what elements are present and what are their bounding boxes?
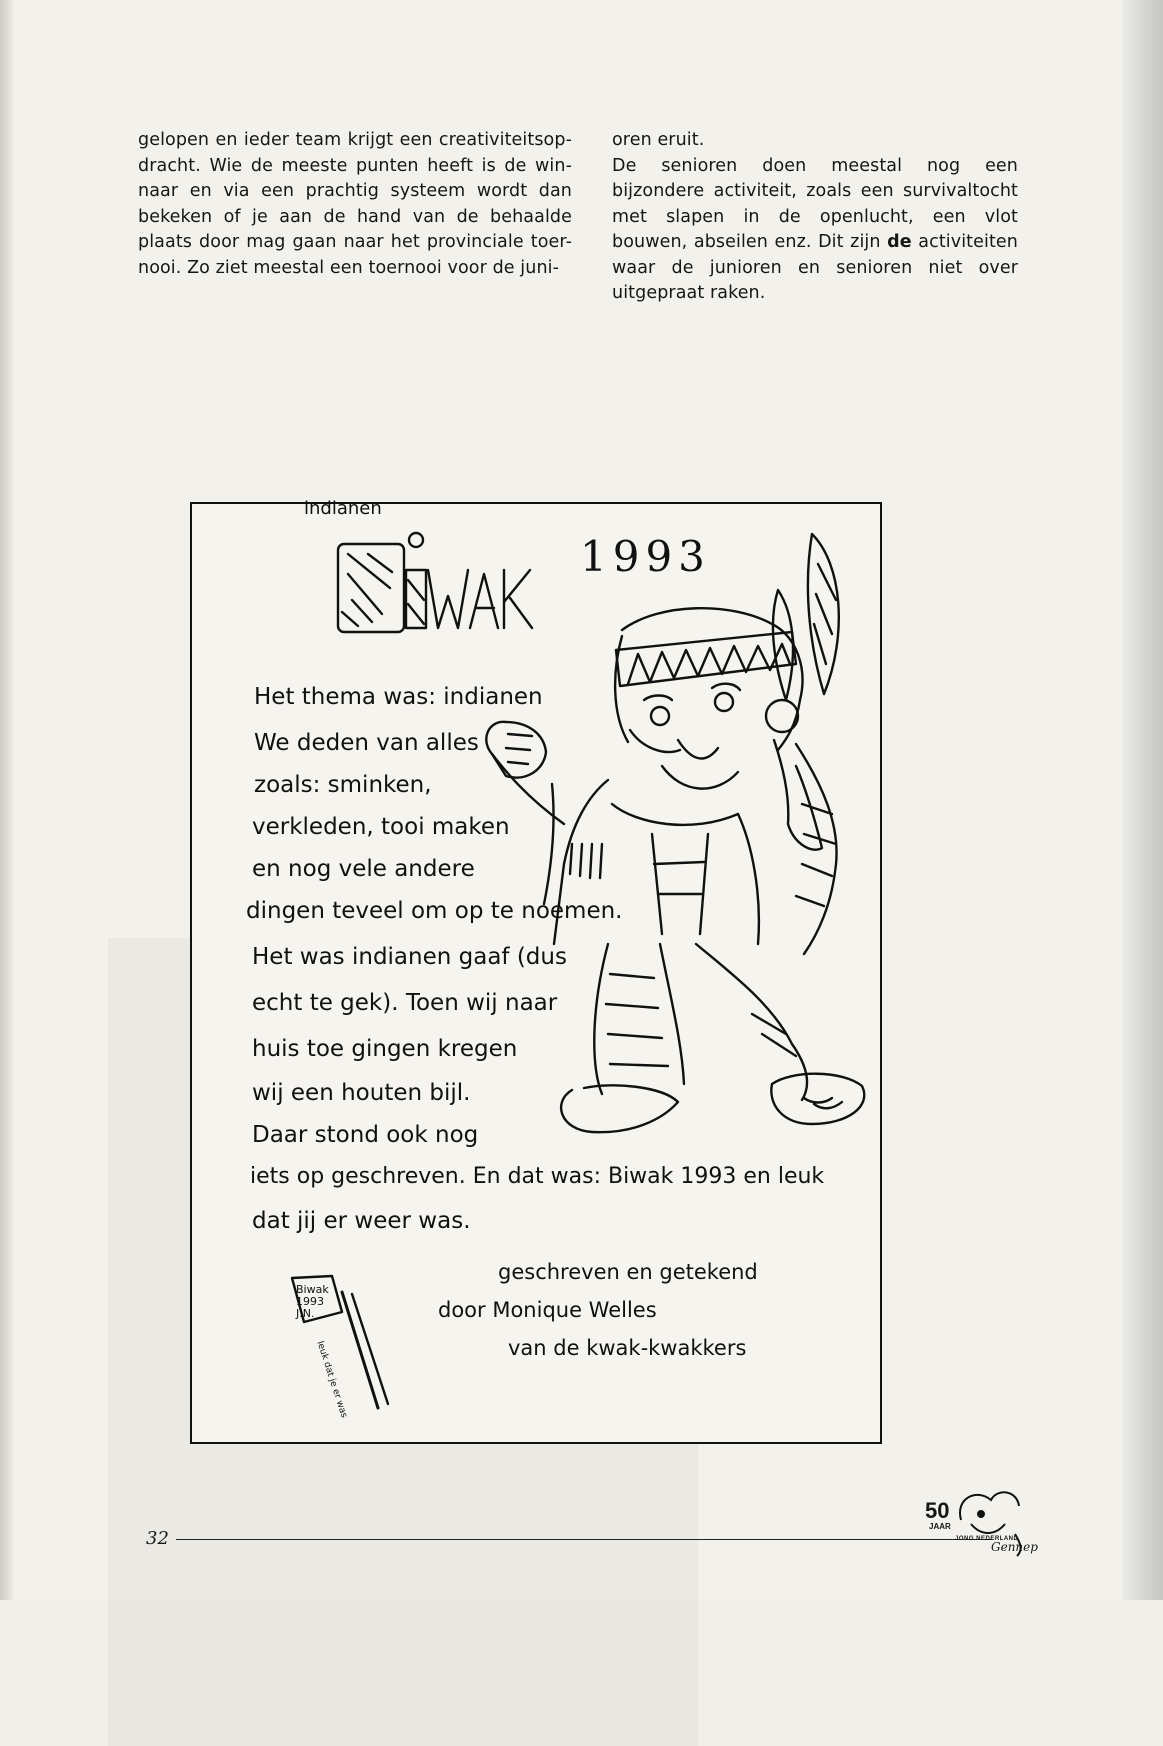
axe-label-year: 1993 xyxy=(296,1295,324,1308)
seniors-text-b: activiteiten waar de junioren en senioren niet over uitgepraat raken. xyxy=(612,232,1018,303)
handwritten-line-7: Het was indianen gaaf (dus xyxy=(252,944,567,970)
axe-label-initials: J.N. xyxy=(296,1307,315,1320)
footer-rule xyxy=(176,1539,992,1540)
handwritten-line-13: dat jij er weer was. xyxy=(252,1208,471,1234)
paragraph-right-seniors xyxy=(612,154,1018,307)
axe-label-biwak: Biwak xyxy=(296,1283,329,1296)
logo-number: 50 xyxy=(925,1498,950,1523)
signature-line-3: van de kwak-kwakkers xyxy=(508,1336,747,1360)
handwritten-line-12: iets op geschreven. En dat was: Biwak 1993 en leuk xyxy=(250,1164,825,1189)
signature-line-1: geschreven en getekend xyxy=(498,1260,758,1284)
logo-org: JONG NEDERLAND xyxy=(955,1536,1019,1542)
text-column-right xyxy=(612,128,1018,307)
page-edge-left xyxy=(0,0,14,1600)
paragraph-right-continued: oren eruit. xyxy=(612,130,705,150)
caption-indianen: indianen xyxy=(304,498,382,519)
handwritten-line-8: echt te gek). Toen wij naar xyxy=(252,990,558,1016)
handwritten-line-1: Het thema was: indianen xyxy=(254,684,543,710)
seniors-text-bold: de xyxy=(887,232,912,252)
signature-line-2: door Monique Welles xyxy=(438,1298,657,1322)
logo-sub: JAAR xyxy=(929,1522,951,1531)
handwritten-line-11: Daar stond ook nog xyxy=(252,1122,479,1148)
handwritten-line-9: huis toe gingen kregen xyxy=(252,1036,518,1062)
paragraph-left: gelopen en ieder team krijgt een creativiteitsop-dracht. Wie de meeste punten heeft is de win-naar en via een prachtig systeem wordt dan bekeken of je aan de hand van de behaalde plaats door mag gaan naar het provinciale toer-nooi. Zo ziet meestal een toernooi voor de juni- xyxy=(138,130,572,278)
axe-handle-label: leuk dat je er was xyxy=(314,1340,349,1420)
handwritten-line-10: wij een houten bijl. xyxy=(252,1080,471,1106)
seniors-text-a: De senioren doen meestal nog een bijzondere activiteit, zoals een survivaltocht met slapen in de openlucht, een vlot bouwen, abseilen enz. Dit zijn xyxy=(612,155,1018,252)
axe-head-label xyxy=(296,1284,336,1320)
handwritten-line-4: verkleden, tooi maken xyxy=(252,814,510,840)
handwritten-line-2: We deden van alles xyxy=(254,730,479,756)
page-edge-right xyxy=(1123,0,1163,1600)
text-column-left xyxy=(138,128,572,281)
year-label: 1993 xyxy=(580,532,711,581)
jong-nederland-logo xyxy=(925,1484,1045,1562)
logo-place: Gennep xyxy=(991,1540,1038,1554)
page-number: 32 xyxy=(146,1528,169,1549)
handwritten-drawing-box xyxy=(190,498,882,1444)
handwritten-line-3: zoals: sminken, xyxy=(254,772,432,798)
handwritten-line-6: dingen teveel om op te noemen. xyxy=(246,898,623,924)
handwritten-line-5: en nog vele andere xyxy=(252,856,475,882)
